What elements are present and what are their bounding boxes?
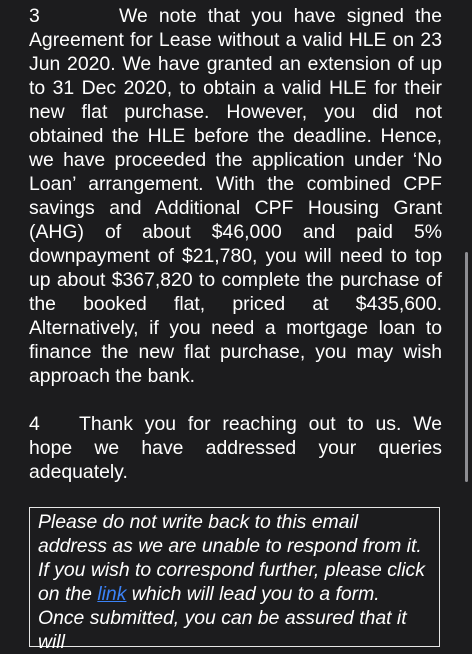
paragraph-3 bbox=[29, 4, 442, 388]
notice-text-start: Please do not write back to this email address as we are unable to respond from it. If you wish to correspond further, please click on the bbox=[38, 511, 425, 605]
paragraph-number: 4 bbox=[29, 413, 40, 435]
scrollbar[interactable] bbox=[465, 252, 468, 482]
do-not-reply-notice bbox=[29, 507, 440, 653]
paragraph-number: 3 bbox=[29, 5, 40, 27]
paragraph-text: We note that you have signed the Agreement for Lease without a valid HLE on 23 Jun 2020. We have granted an extension of up to 31 Dec 2020, to obtain a valid HLE for their new flat purchase. However, you did not obtained the HLE before the deadline. Hence, we have proceeded the application under ‘No Loan’ arrangement. With the combined CPF savings and Additional CPF Housing Grant (AHG) of about $46,000 and paid 5% downpayment of $21,780, you will need to top up about $367,820 to complete the purchase of the booked flat, priced at $435,600. Alternatively, if you need a mortgage loan to finance the new flat purchase, you may wish approach the bank. bbox=[29, 5, 442, 387]
paragraph-4 bbox=[29, 412, 442, 484]
paragraph-text: Thank you for reaching out to us. We hope we have addressed your queries adequately. bbox=[29, 413, 442, 483]
email-body bbox=[29, 4, 442, 484]
notice-text-end: which will lead you to a form. Once submitted, you can be assured that it will bbox=[38, 583, 407, 653]
feedback-form-link[interactable]: link bbox=[97, 583, 127, 605]
